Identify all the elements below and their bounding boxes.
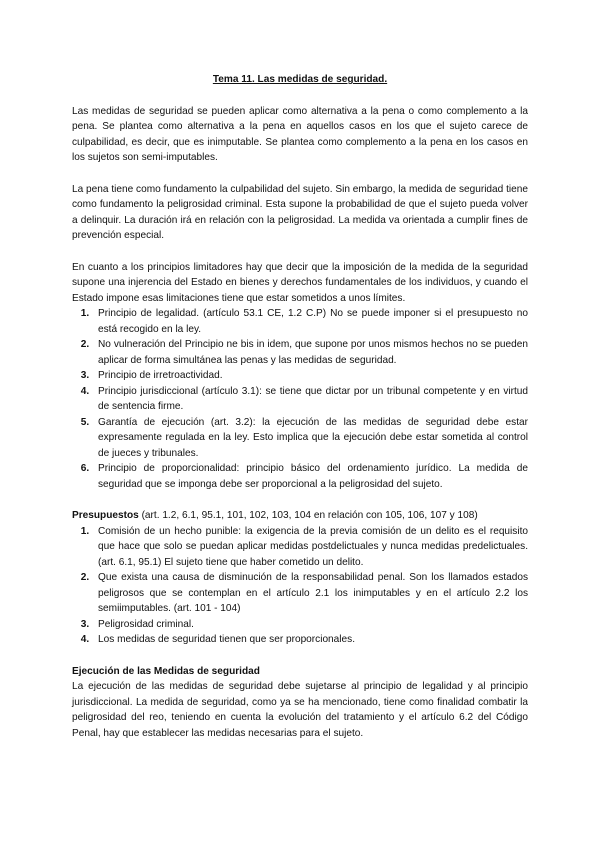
principles-list [72, 306, 528, 492]
paragraph-principios: En cuanto a los principios limitadores hay que decir que la imposición de la medida de la seguridad supone una injerencia del Estado en bienes y derechos fundamentales de los individuos, y cuando el Estado impone esas limitaciones tiene que estar sometidos a unos límites. [72, 261, 528, 304]
list-item: 2. No vulneración del Principio ne bis in idem, que supone por unos mismos hechos no se pueden aplicar de forma simultánea las penas y las medidas de seguridad. [92, 337, 528, 368]
list-item: 1. Principio de legalidad. (artículo 53.1 CE, 1.2 C.P) No se puede imponer si el presupuesto no está recogido en la ley. [92, 306, 528, 337]
list-item: 5. Garantía de ejecución (art. 3.2): la ejecución de las medidas de seguridad debe estar expresamente regulada en la ley. Esto implica que la ejecución debe estar sometida al control de jueces y tribunales. [92, 415, 528, 462]
presupuestos-articles: (art. 1.2, 6.1, 95.1, 101, 102, 103, 104 en relación con 105, 106, 107 y 108) [138, 510, 478, 521]
list-item: 3. Peligrosidad criminal. [92, 617, 528, 633]
document-title: Tema 11. Las medidas de seguridad. [212, 74, 388, 85]
paragraph-fundamento: La pena tiene como fundamento la culpabilidad del sujeto. Sin embargo, la medida de seguridad tiene como fundamento la peligrosidad criminal. Esta supone la probabilidad de que el sujeto pueda volver a delinquir. La duración irá en relación con la peligrosidad. La medida va orientada a cumplir fines de prevención especial. [72, 183, 528, 241]
ejecucion-paragraph: La ejecución de las medidas de seguridad debe sujetarse al principio de legalidad y al principio jurisdiccional. La medida de seguridad, como ya se ha mencionado, tiene como finalidad combatir la peligrosidad del reo, teniendo en cuenta la evolución del tratamiento y el artículo 6.2 del Código Penal, hay que establecer las medidas necesarias para el sujeto. [72, 681, 528, 739]
list-item: 4. Principio jurisdiccional (artículo 3.1): se tiene que dictar por un tribunal competente y en virtud de sentencia firme. [92, 384, 528, 415]
list-item: 6. Principio de proporcionalidad: principio básico del ordenamiento jurídico. La medida de seguridad que se imponga debe ser proporcional a la peligrosidad del sujeto. [92, 461, 528, 492]
document-page [72, 72, 528, 757]
paragraph-intro: Las medidas de seguridad se pueden aplicar como alternativa a la pena o como complemento a la pena. Se plantea como alternativa a la pena en aquellos casos en los que el sujeto carece de culpabilidad, es decir, que es inimputable. Se plantea como complemento a la pena en los casos en los sujetos son semi-imputables. [72, 105, 528, 163]
presupuestos-list [72, 524, 528, 648]
list-item: 4. Los medidas de seguridad tienen que ser proporcionales. [92, 632, 528, 648]
ejecucion-heading: Ejecución de las Medidas de seguridad [72, 665, 260, 677]
list-item: 3. Principio de irretroactividad. [92, 368, 528, 384]
list-item: 1. Comisión de un hecho punible: la exigencia de la previa comisión de un delito es el requisito que hace que solo se puedan aplicar medidas postdelictuales y nunca medidas predelictuales. (art. 6.1, 95.1) El sujeto tiene que haber cometido un delito. [92, 524, 528, 571]
presupuestos-heading [72, 508, 528, 524]
list-item: 2. Que exista una causa de disminución de la responsabilidad penal. Son los llamados estados peligrosos que se contemplan en el artículo 2.1 los inimputables y en el artículo 2.2 los semiimputables. (art. 101 - 104) [92, 570, 528, 617]
presupuestos-label: Presupuestos [72, 510, 139, 521]
